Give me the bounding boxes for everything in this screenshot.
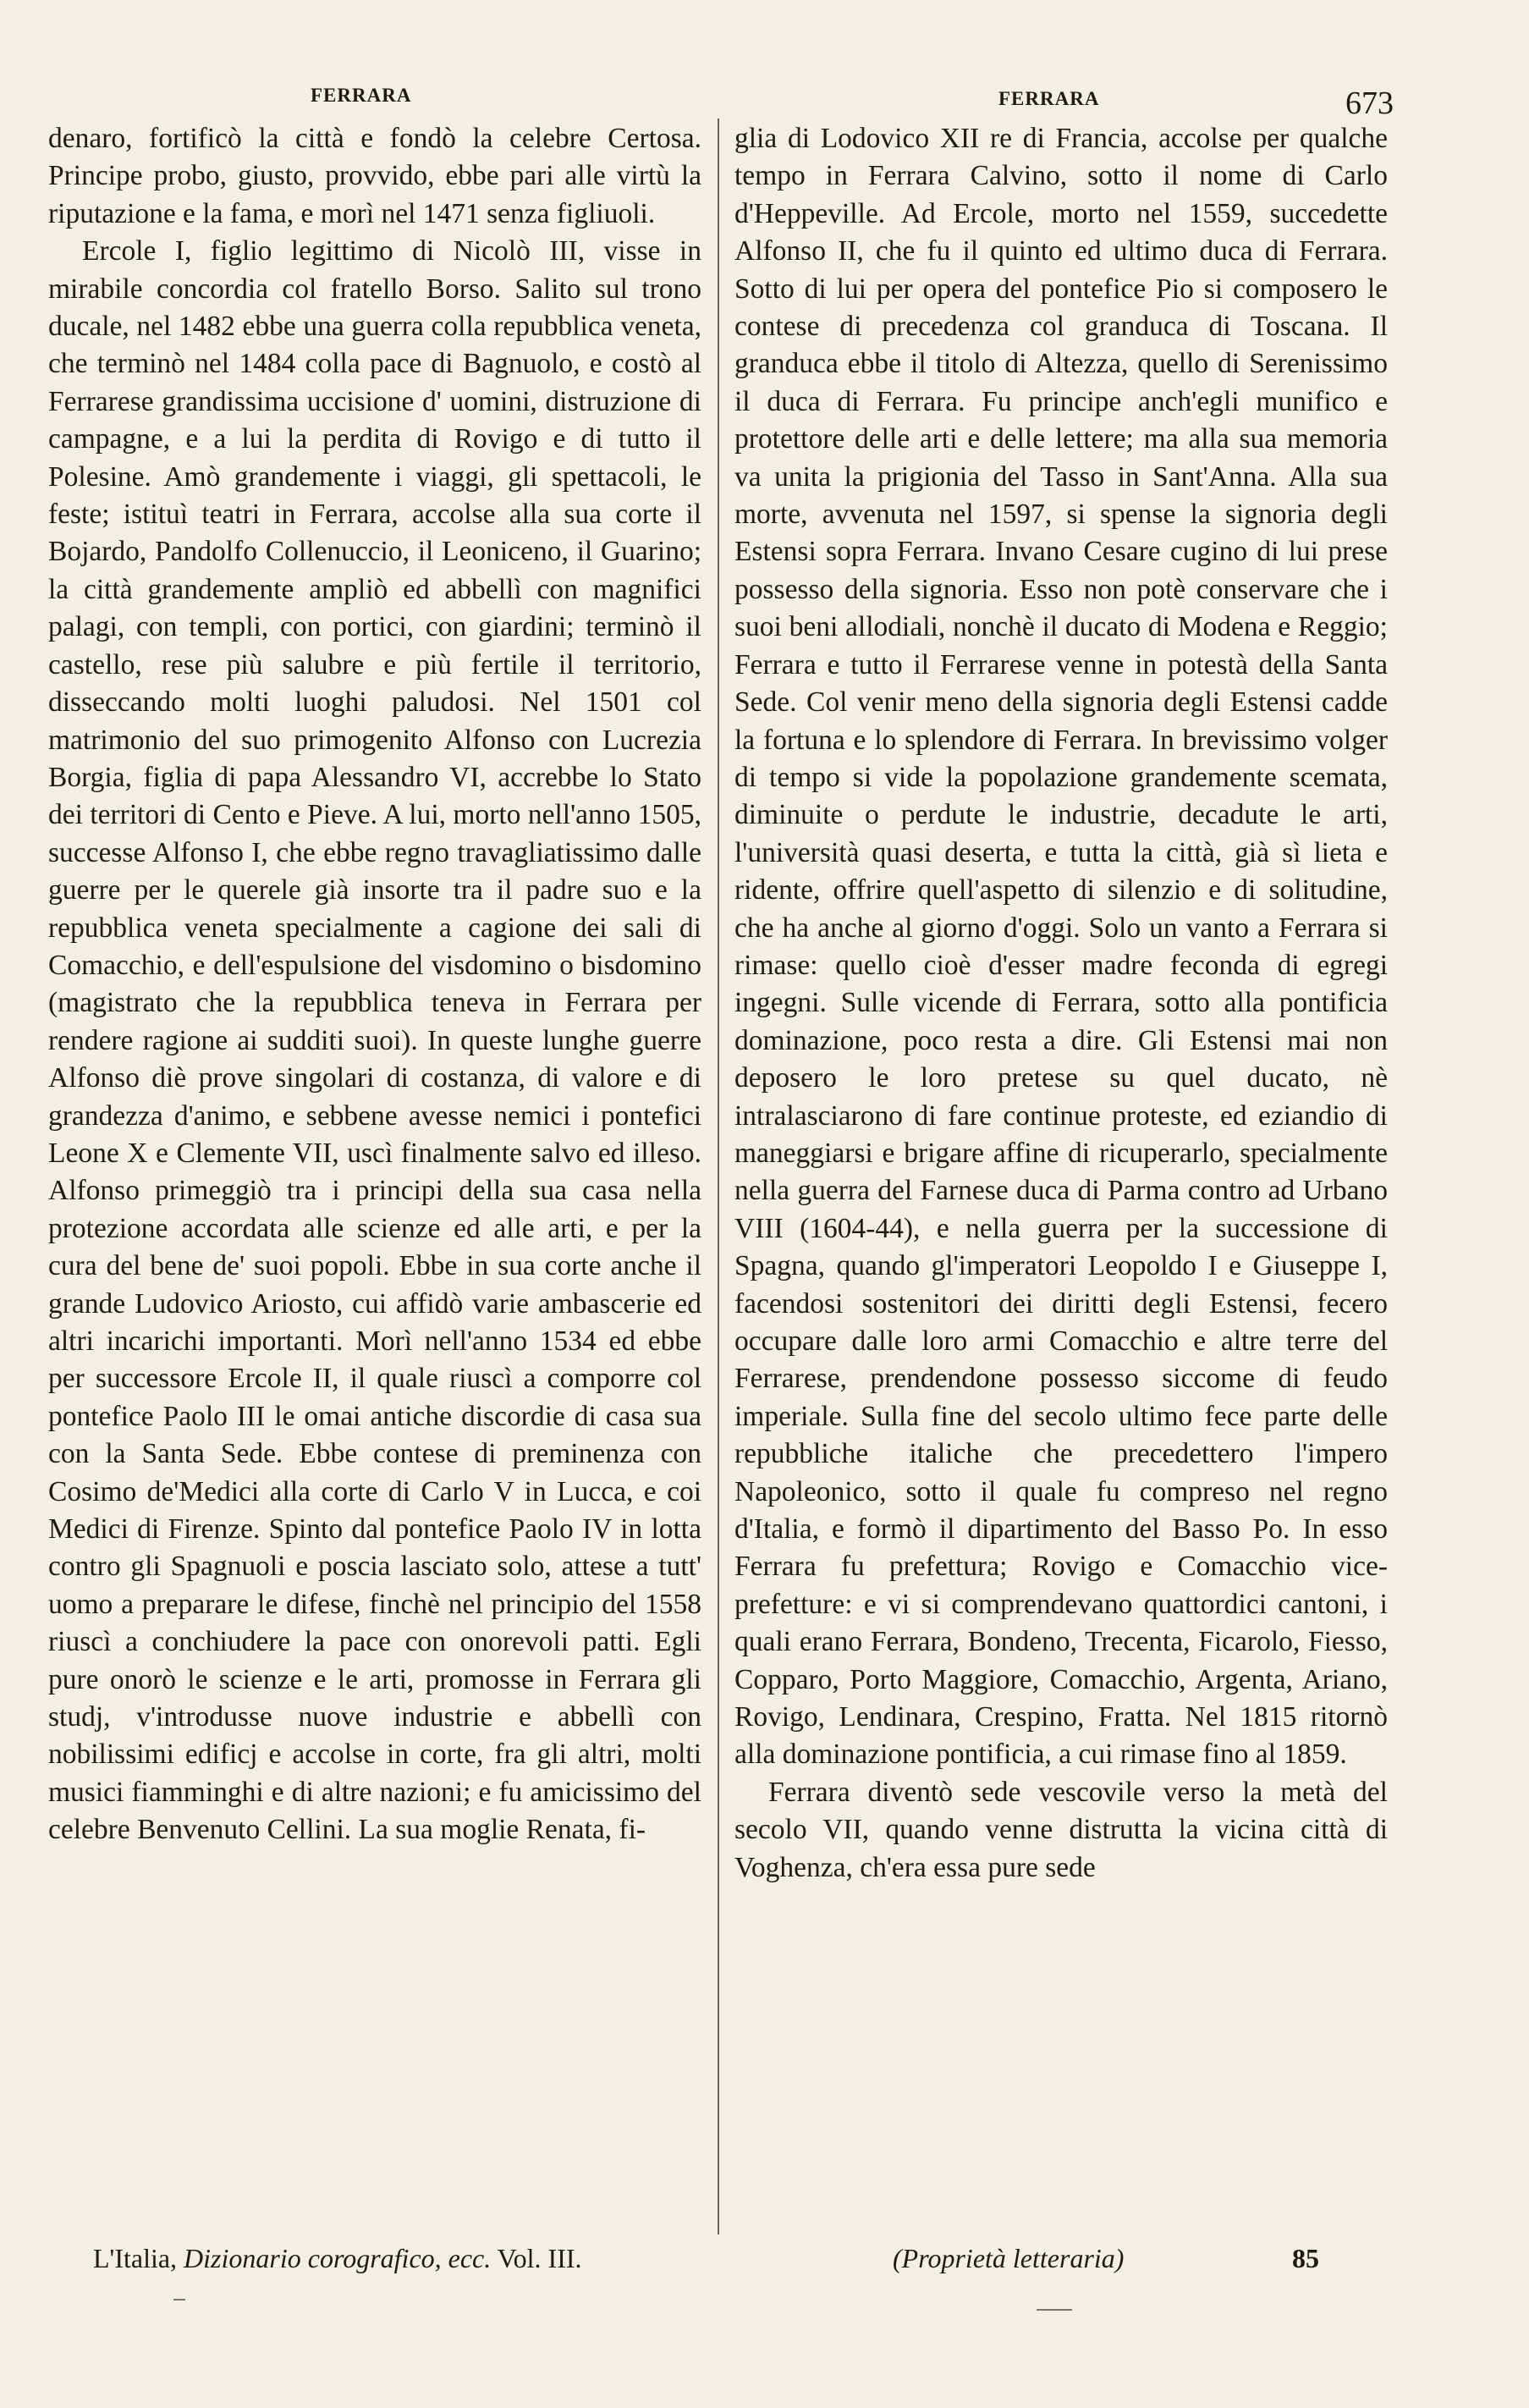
running-title-right: FERRARA	[998, 88, 1100, 109]
column-divider	[718, 118, 719, 2234]
running-title-left: FERRARA	[311, 85, 412, 106]
left-paragraph-2: Ercole I, figlio legittimo di Nicolò III, visse in mirabile concordia col fratello Borso. Salito sul trono ducale, nel 1482 ebbe una guerra colla repubblica veneta, che terminò nel 1484 colla pace di Bagnuolo, e costò al Ferrarese grandissima uccisione d' uomini, distruzione di campagne, e a lui la perdita di Rovigo e di tutto il Polesine. Amò grandemente i viaggi, gli spettacoli, le feste; istituì teatri in Ferrara, accolse alla sua corte il Bojardo, Pandolfo Collenuccio, il Leoniceno, il Guarino; la città grandemente ampliò ed abbellì con magnifici palagi, con templi, con portici, con giardini; terminò il castello, rese più salubre e più fertile il territorio, disseccando molti luoghi paludosi. Nel 1501 col matrimonio del suo primogenito Alfonso con Lucrezia Borgia, figlia di papa Alessandro VI, accrebbe lo Stato dei territori di Cento e Pieve. A lui, morto nell'anno 1505, successe Alfonso I, che ebbe regno travagliatissimo dalle guerre per le querele già insorte tra il padre suo e la repubblica veneta specialmente a cagione dei sali di Comacchio, e dell'espulsione del visdomino o bisdomino (magistrato che la repubblica teneva in Ferrara per rendere ragione ai sudditi suoi). In queste lunghe guerre Alfonso diè prove singolari di costanza, di valore e di grandezza d'animo, e sebbene avesse nemici i pontefici Leone X e Clemente VII, uscì finalmente salvo ed illeso. Alfonso primeggiò tra i principi della sua casa nella protezione accordata alle scienze ed alle arti, e per la cura del bene de' suoi popoli. Ebbe in sua corte anche il grande Ludovico Ariosto, cui affidò varie ambascerie ed altri incarichi importanti. Morì nell'anno 1534 ed ebbe per successore Ercole II, il quale riuscì a comporre col pontefice Paolo III le omai antiche discordie di casa sua con la Santa Sede. Ebbe contese di preminenza con Cosimo de'Medici alla corte di Carlo V in Lucca, e coi Medici di Firenze. Spinto dal pontefice Paolo IV in lotta contro gli Spagnuoli e poscia lasciato solo, attese a tutt' uomo a preparare le difese, finchè nel principio del 1558 riuscì a conchiudere la pace con onorevoli patti. Egli pure onorò le scienze e le arti, promosse in Ferrara gli studj, v'introdusse nuove industrie e abbellì con nobilissimi edificj e accolse in corte, fra gli altri, molti musici fiamminghi e di altre nazioni; e fu amicissimo del celebre Benvenuto Cellini. La sua moglie Renata, fi-	[48, 235, 701, 1846]
footer-rights-note: (Proprietà letteraria)	[893, 2243, 1125, 2273]
right-paragraph-1: glia di Lodovico XII re di Francia, accolse per qualche tempo in Ferrara Calvino, sotto il nome di Carlo d'Heppeville. Ad Ercole, morto nel 1559, succedette Alfonso II, che fu il quinto ed ultimo duca di Ferrara. Sotto di lui per opera del pontefice Pio si composero le contese di precedenza col granduca di Toscana. Il granduca ebbe il titolo di Altezza, quello di Serenissimo il duca di Ferrara. Fu principe anch'egli munifico e protettore delle arti e delle lettere; ma alla sua memoria va unita la prigionia del Tasso in Sant'Anna. Alla sua morte, avvenuta nel 1597, si spense la signoria degli Estensi sopra Ferrara. Invano Cesare cugino di lui prese possesso della signoria. Esso non potè conservare che i suoi beni allodiali, nonchè il ducato di Modena e Reggio; Ferrara e tutto il Ferrarese venne in potestà della Santa Sede. Col venir meno della signoria degli Estensi cadde la fortuna e lo splendore di Ferrara. In brevissimo volger di tempo si vide la popolazione grandemente scemata, diminuite o perdute le industrie, decadute le arti, l'università quasi deserta, e tutta la città, già sì lieta e ridente, offrire quell'aspetto di silenzio e di solitudine, che ha anche al giorno d'oggi. Solo un vanto a Ferrara si rimase: quello cioè d'esser madre feconda di egregi ingegni. Sulle vicende di Ferrara, sotto alla pontificia dominazione, poco resta a dire. Gli Estensi mai non deposero le loro pretese su quel ducato, nè intralasciarono di fare continue proteste, ed eziandio di maneggiarsi e brigare affine di ricuperarlo, specialmente nella guerra del Farnese duca di Parma contro ad Urbano VIII (1604-44), e nella guerra per la successione di Spagna, quando gl'imperatori Leopoldo I e Giuseppe I, facendosi sostenitori dei diritti degli Estensi, fecero occupare dalle loro armi Comacchio e altre terre del Ferrarese, prendendone possesso siccome di feudo imperiale. Sulla fine del secolo ultimo fece parte delle repubbliche italiche che precedettero l'impero Napoleonico, sotto il quale fu compreso nel regno d'Italia, e formò il dipartimento del Basso Po. In esso Ferrara fu prefettura; Rovigo e Comacchio vice-prefetture: e vi si comprendevano quattordici cantoni, i quali erano Ferrara, Bondeno, Trecenta, Ficarolo, Fiesso, Copparo, Porto Maggiore, Comacchio, Argenta, Ariano, Rovigo, Lendinara, Crespino, Fratta. Nel 1815 ritornò alla dominazione pontificia, a cui rimase fino al 1859.	[734, 123, 1388, 1771]
footer-dictionary-title: Dizionario corografico, ecc.	[184, 2243, 492, 2273]
left-column	[48, 120, 701, 1849]
footer-rule-mark-right	[1037, 2309, 1072, 2311]
footer-rule-mark-left	[173, 2299, 185, 2301]
left-paragraph-1: denaro, fortificò la città e fondò la celebre Certosa. Principe probo, giusto, provvido, ebbe pari alle virtù la riputazione e la fama, e morì nel 1471 senza figliuoli.	[48, 123, 701, 229]
footer-work-title	[93, 2243, 582, 2274]
footer-work-prefix: L'Italia,	[93, 2243, 178, 2273]
footer-volume: Vol. III.	[497, 2243, 582, 2273]
page-number: 673	[1345, 85, 1394, 121]
right-paragraph-2: Ferrara diventò sede vescovile verso la metà del secolo VII, quando venne distrutta la vicina città di Voghenza, ch'era essa pure sede	[734, 1776, 1388, 1883]
footer-signature-number: 85	[1292, 2243, 1319, 2273]
right-column	[734, 120, 1388, 1887]
